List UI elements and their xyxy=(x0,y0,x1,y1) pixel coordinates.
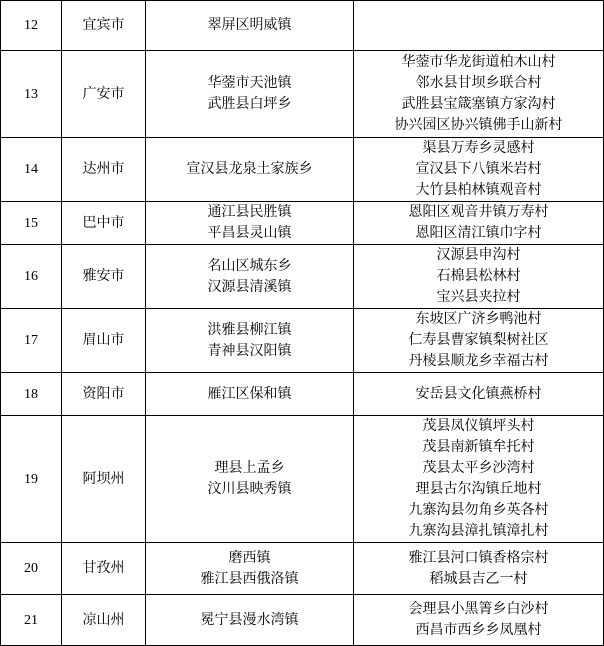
village-name: 宝兴县夹拉村 xyxy=(436,289,521,305)
city-name: 甘孜州 xyxy=(62,543,146,595)
village-name: 协兴园区协兴镇佛手山新村 xyxy=(394,117,563,133)
town-name: 汉源县清溪镇 xyxy=(207,278,292,295)
village-name: 武胜县宝箴塞镇方家沟村 xyxy=(401,96,556,112)
row-number: 15 xyxy=(1,202,62,245)
city-name: 雅安市 xyxy=(62,245,146,309)
town-cell xyxy=(146,595,354,646)
village-name: 大竹县柏林镇观音村 xyxy=(415,182,542,198)
village-name: 雅江县河口镇香格宗村 xyxy=(408,549,549,566)
village-name: 汉源县申沟村 xyxy=(436,247,521,263)
row-number: 16 xyxy=(1,245,62,309)
town-cell xyxy=(146,373,354,416)
village-cell xyxy=(354,543,604,595)
table-row xyxy=(1,51,604,138)
city-name: 巴中市 xyxy=(62,202,146,245)
city-name: 眉山市 xyxy=(62,309,146,373)
village-name: 茂县太平乡沙湾村 xyxy=(422,460,535,476)
village-name: 九寨沟县勿角乡英各村 xyxy=(408,502,549,518)
town-cell xyxy=(146,1,354,51)
town-name: 汶川县映秀镇 xyxy=(207,481,292,497)
town-name: 武胜县白坪乡 xyxy=(207,96,292,112)
table-row xyxy=(1,416,604,543)
village-cell xyxy=(354,202,604,245)
city-name: 宜宾市 xyxy=(62,1,146,51)
row-number: 19 xyxy=(1,416,62,543)
row-number: 17 xyxy=(1,309,62,373)
table-row xyxy=(1,202,604,245)
village-name: 渠县万寿乡灵感村 xyxy=(422,140,535,156)
village-cell xyxy=(354,1,604,51)
village-name: 恩阳区观音井镇万寿村 xyxy=(408,204,549,220)
table-row xyxy=(1,373,604,416)
village-name: 安岳县文化镇燕桥村 xyxy=(415,385,542,402)
village-cell xyxy=(354,595,604,646)
town-cell xyxy=(146,543,354,595)
table-row xyxy=(1,138,604,202)
village-name: 宣汉县下八镇米岩村 xyxy=(415,161,542,177)
village-name: 九寨沟县漳扎镇漳扎村 xyxy=(408,523,549,539)
town-name: 名山区城东乡 xyxy=(207,257,292,274)
row-number: 18 xyxy=(1,373,62,416)
village-name: 丹棱县顺龙乡幸福古村 xyxy=(408,353,549,369)
village-name: 邻水县甘坝乡联合村 xyxy=(415,75,542,91)
city-name: 广安市 xyxy=(62,51,146,138)
table-row xyxy=(1,245,604,309)
village-name: 华蓥市华龙街道柏木山村 xyxy=(401,54,556,70)
row-number: 14 xyxy=(1,138,62,202)
town-cell xyxy=(146,51,354,138)
row-number: 13 xyxy=(1,51,62,138)
village-cell xyxy=(354,51,604,138)
town-name: 华蓥市天池镇 xyxy=(207,75,292,91)
village-cell xyxy=(354,309,604,373)
town-name: 冕宁县漫水湾镇 xyxy=(200,611,299,628)
table-body xyxy=(1,1,604,646)
town-name: 平昌县灵山镇 xyxy=(207,225,292,241)
village-name: 会理县小黑箐乡白沙村 xyxy=(408,601,549,617)
village-cell xyxy=(354,373,604,416)
town-name: 理县上孟乡 xyxy=(214,460,285,476)
town-cell xyxy=(146,202,354,245)
table-row xyxy=(1,1,604,51)
table-row xyxy=(1,595,604,646)
city-name: 达州市 xyxy=(62,138,146,202)
town-name: 雁江区保和镇 xyxy=(207,385,292,402)
city-name: 阿坝州 xyxy=(62,416,146,543)
town-name: 雅江县西俄洛镇 xyxy=(200,570,299,587)
village-name: 稻城县吉乙一村 xyxy=(429,570,528,587)
village-name: 西昌市西乡乡凤凰村 xyxy=(415,622,542,638)
town-cell xyxy=(146,416,354,543)
town-cell xyxy=(146,309,354,373)
city-name: 资阳市 xyxy=(62,373,146,416)
town-name: 洪雅县柳江镇 xyxy=(207,321,292,338)
row-number: 20 xyxy=(1,543,62,595)
village-name: 茂县凤仪镇坪头村 xyxy=(422,418,535,434)
table-row xyxy=(1,309,604,373)
town-name: 通江县民胜镇 xyxy=(207,204,292,220)
village-cell xyxy=(354,245,604,309)
village-name: 东坡区广济乡鸭池村 xyxy=(415,311,542,327)
village-name: 茂县南新镇牟托村 xyxy=(422,439,535,455)
row-number: 21 xyxy=(1,595,62,646)
town-name: 宣汉县龙泉土家族乡 xyxy=(186,161,313,177)
village-cell xyxy=(354,416,604,543)
village-name: 理县古尔沟镇丘地村 xyxy=(415,481,542,497)
town-cell xyxy=(146,138,354,202)
town-name: 青神县汉阳镇 xyxy=(207,342,292,359)
village-name: 仁寿县曹家镇梨树社区 xyxy=(408,332,549,348)
table-row xyxy=(1,543,604,595)
village-cell xyxy=(354,138,604,202)
village-name: 恩阳区清江镇巾字村 xyxy=(415,225,542,241)
town-name: 翠屏区明威镇 xyxy=(207,17,292,33)
row-number: 12 xyxy=(1,1,62,51)
town-name: 磨西镇 xyxy=(228,549,271,566)
city-name: 凉山州 xyxy=(62,595,146,646)
town-cell xyxy=(146,245,354,309)
village-name: 石棉县松林村 xyxy=(436,268,521,284)
